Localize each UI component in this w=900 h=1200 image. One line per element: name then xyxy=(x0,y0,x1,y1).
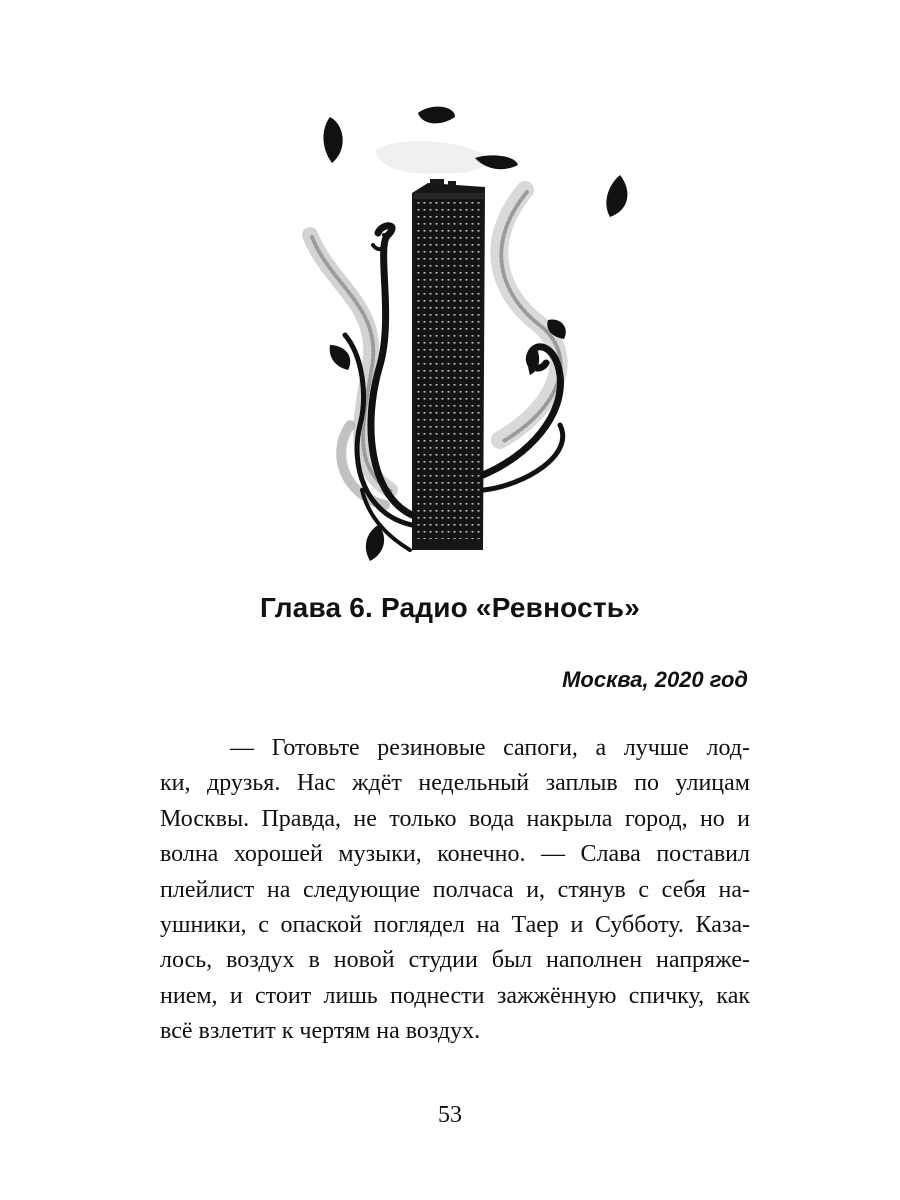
paragraph-line: плейлист на следующие полчаса и, стянув с себя на- xyxy=(160,876,750,903)
paragraph-line: лось, воздух в новой студии был наполнен напряже- xyxy=(160,947,750,974)
paragraph-line: Москвы. Правда, не только вода накрыла город, но и xyxy=(160,805,750,832)
cloud-shape xyxy=(375,141,487,174)
page-number: 53 xyxy=(438,1102,462,1128)
paragraph-line: ушники, с опаской поглядел на Таер и Субботу. Каза- xyxy=(160,912,750,939)
chapter-title: Глава 6. Радио «Ревность» xyxy=(260,592,640,623)
tower-icon xyxy=(412,179,485,550)
paragraph-line: — Готовьте резиновые сапоги, а лучше лод- xyxy=(230,735,750,761)
chapter-illustration xyxy=(290,95,650,570)
paragraph-line: ки, друзья. Нас ждёт недельный заплыв по улицам xyxy=(160,770,750,797)
body-paragraph xyxy=(160,731,750,1050)
paragraph-line: нием, и стоит лишь поднести зажжённую спичку, как xyxy=(160,982,750,1009)
paragraph-line: волна хорошей музыки, конечно. — Слава поставил xyxy=(160,841,750,868)
place-date-subtitle: Москва, 2020 год xyxy=(562,667,748,692)
paragraph-line: всё взлетит к чертям на воздух. xyxy=(160,1018,481,1045)
